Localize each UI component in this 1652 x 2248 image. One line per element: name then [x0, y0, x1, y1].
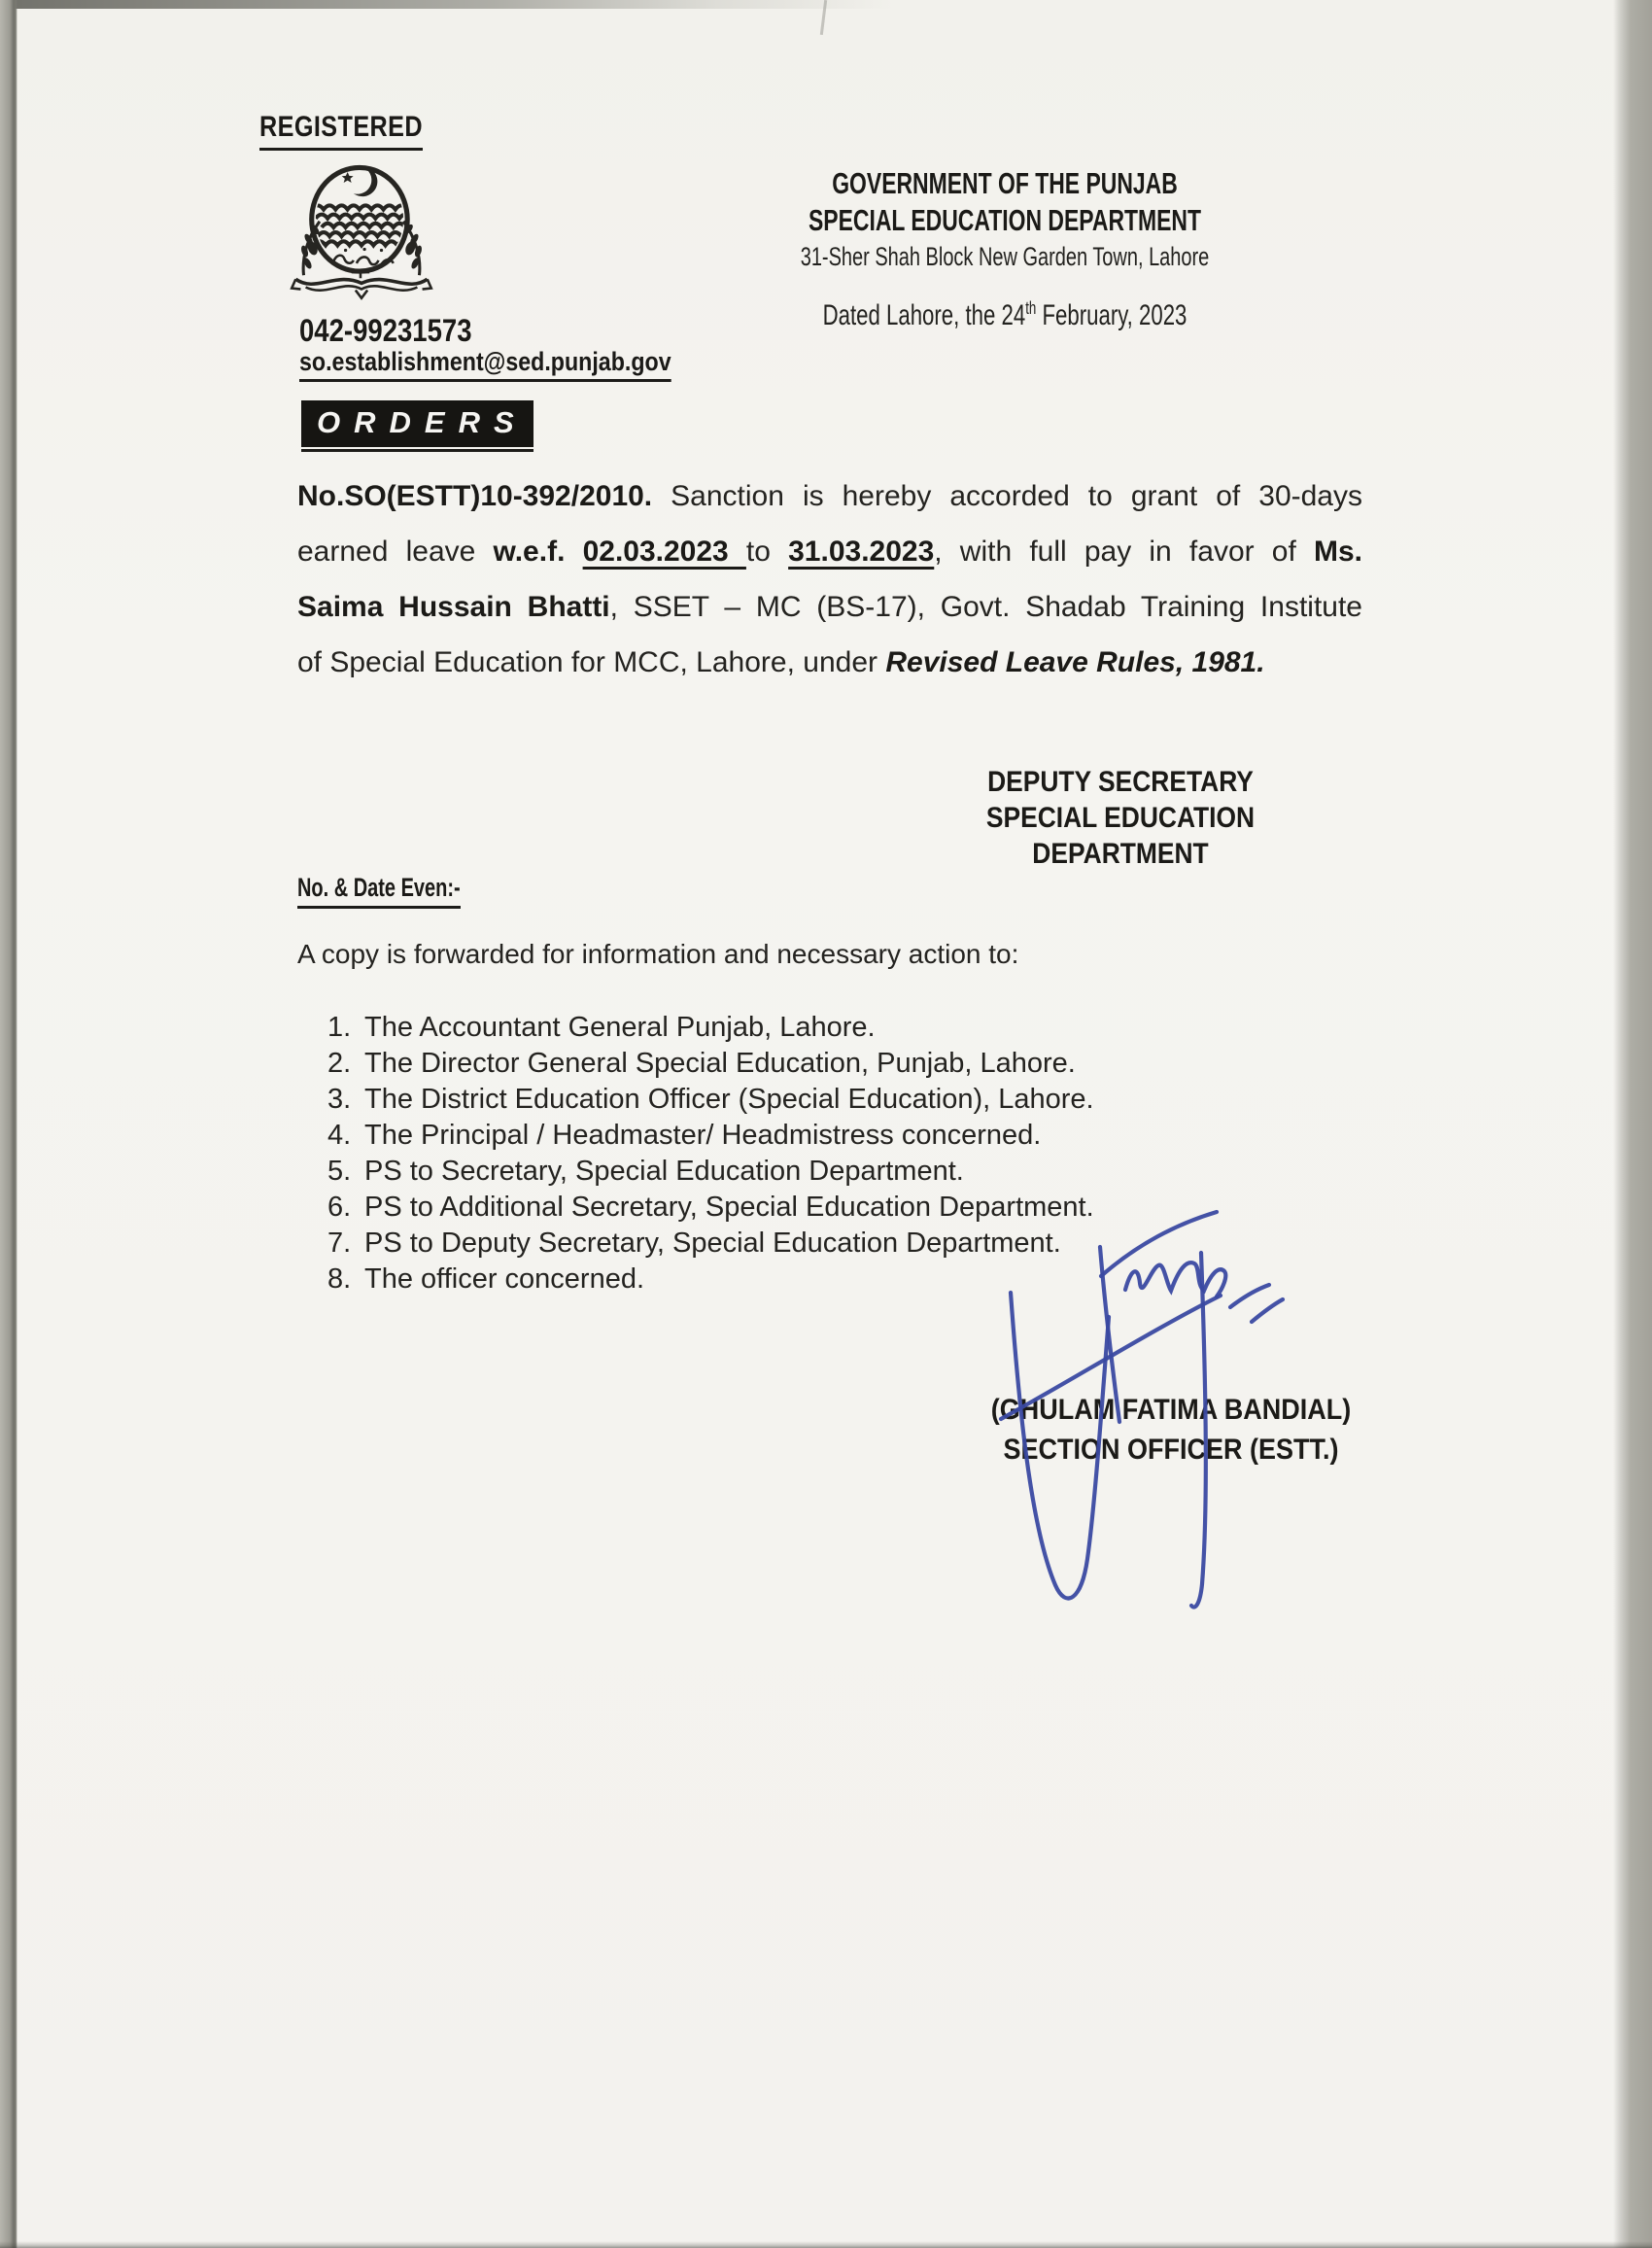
order-line: earned leave w.e.f. 02.03.2023 to 31.03.2023, with full pay in favor of Ms. [297, 536, 1363, 568]
authority-line-2: SPECIAL EDUCATION [985, 802, 1256, 834]
recipient-item: 3. The District Education Officer (Special Education), Lahore. [327, 1084, 1094, 1115]
orders-badge: ORDERS [301, 400, 533, 447]
scan-edge-right [1613, 0, 1652, 2248]
email-address: so.establishment@sed.punjab.gov [299, 347, 671, 382]
no-and-date-even-label: No. & Date Even:- [297, 873, 461, 909]
department-title: SPECIAL EDUCATION DEPARTMENT [808, 203, 1202, 237]
phone-number: 042-99231573 [299, 313, 472, 348]
recipient-item: 8. The officer concerned. [327, 1263, 645, 1295]
forwarding-line: A copy is forwarded for information and necessary action to: [297, 939, 1019, 969]
date-ordinal-superscript: th [1025, 298, 1037, 318]
orders-heading [301, 400, 533, 452]
order-paragraph [297, 478, 1362, 700]
handwritten-signature-icon [962, 1191, 1428, 1628]
order-line: of Special Education for MCC, Lahore, under Revised Leave Rules, 1981. [297, 646, 1265, 678]
scan-edge-bottom [0, 2241, 1652, 2248]
recipient-item: 1. The Accountant General Punjab, Lahore. [327, 1012, 876, 1043]
recipient-item: 2. The Director General Special Education, Punjab, Lahore. [327, 1048, 1076, 1079]
signatory-name: (GHULAM FATIMA BANDIAL) [990, 1394, 1352, 1426]
order-line: No.SO(ESTT)10-392/2010. Sanction is hereby accorded to grant of 30-days [297, 480, 1362, 512]
authority-line-3: DEPARTMENT [1032, 838, 1209, 870]
recipient-item: 4. The Principal / Headmaster/ Headmistress concerned. [327, 1120, 1042, 1151]
department-address: 31-Sher Shah Block New Garden Town, Lahore [800, 242, 1210, 271]
recipient-item: 7. PS to Deputy Secretary, Special Education Department. [327, 1228, 1061, 1259]
recipient-item: 6. PS to Additional Secretary, Special Education Department. [327, 1192, 1094, 1223]
department-letterhead [789, 165, 1221, 332]
government-title: GOVERNMENT OF THE PUNJAB [832, 166, 1178, 200]
scan-edge-top [0, 0, 894, 9]
letter-date: Dated Lahore, the 24th February, 2023 [822, 298, 1187, 331]
scan-edge-left [0, 0, 17, 2248]
issuing-authority-block [949, 764, 1291, 872]
order-line: Saima Hussain Bhatti, SSET – MC (BS-17), Govt. Shadab Training Institute [297, 591, 1362, 623]
authority-line-1: DEPUTY SECRETARY [987, 766, 1254, 798]
recipient-item: 5. PS to Secretary, Special Education Department. [327, 1156, 964, 1187]
punjab-government-crest-icon [288, 152, 435, 307]
signatory-title: SECTION OFFICER (ESTT.) [1003, 1434, 1339, 1466]
registered-label: REGISTERED [259, 111, 423, 151]
